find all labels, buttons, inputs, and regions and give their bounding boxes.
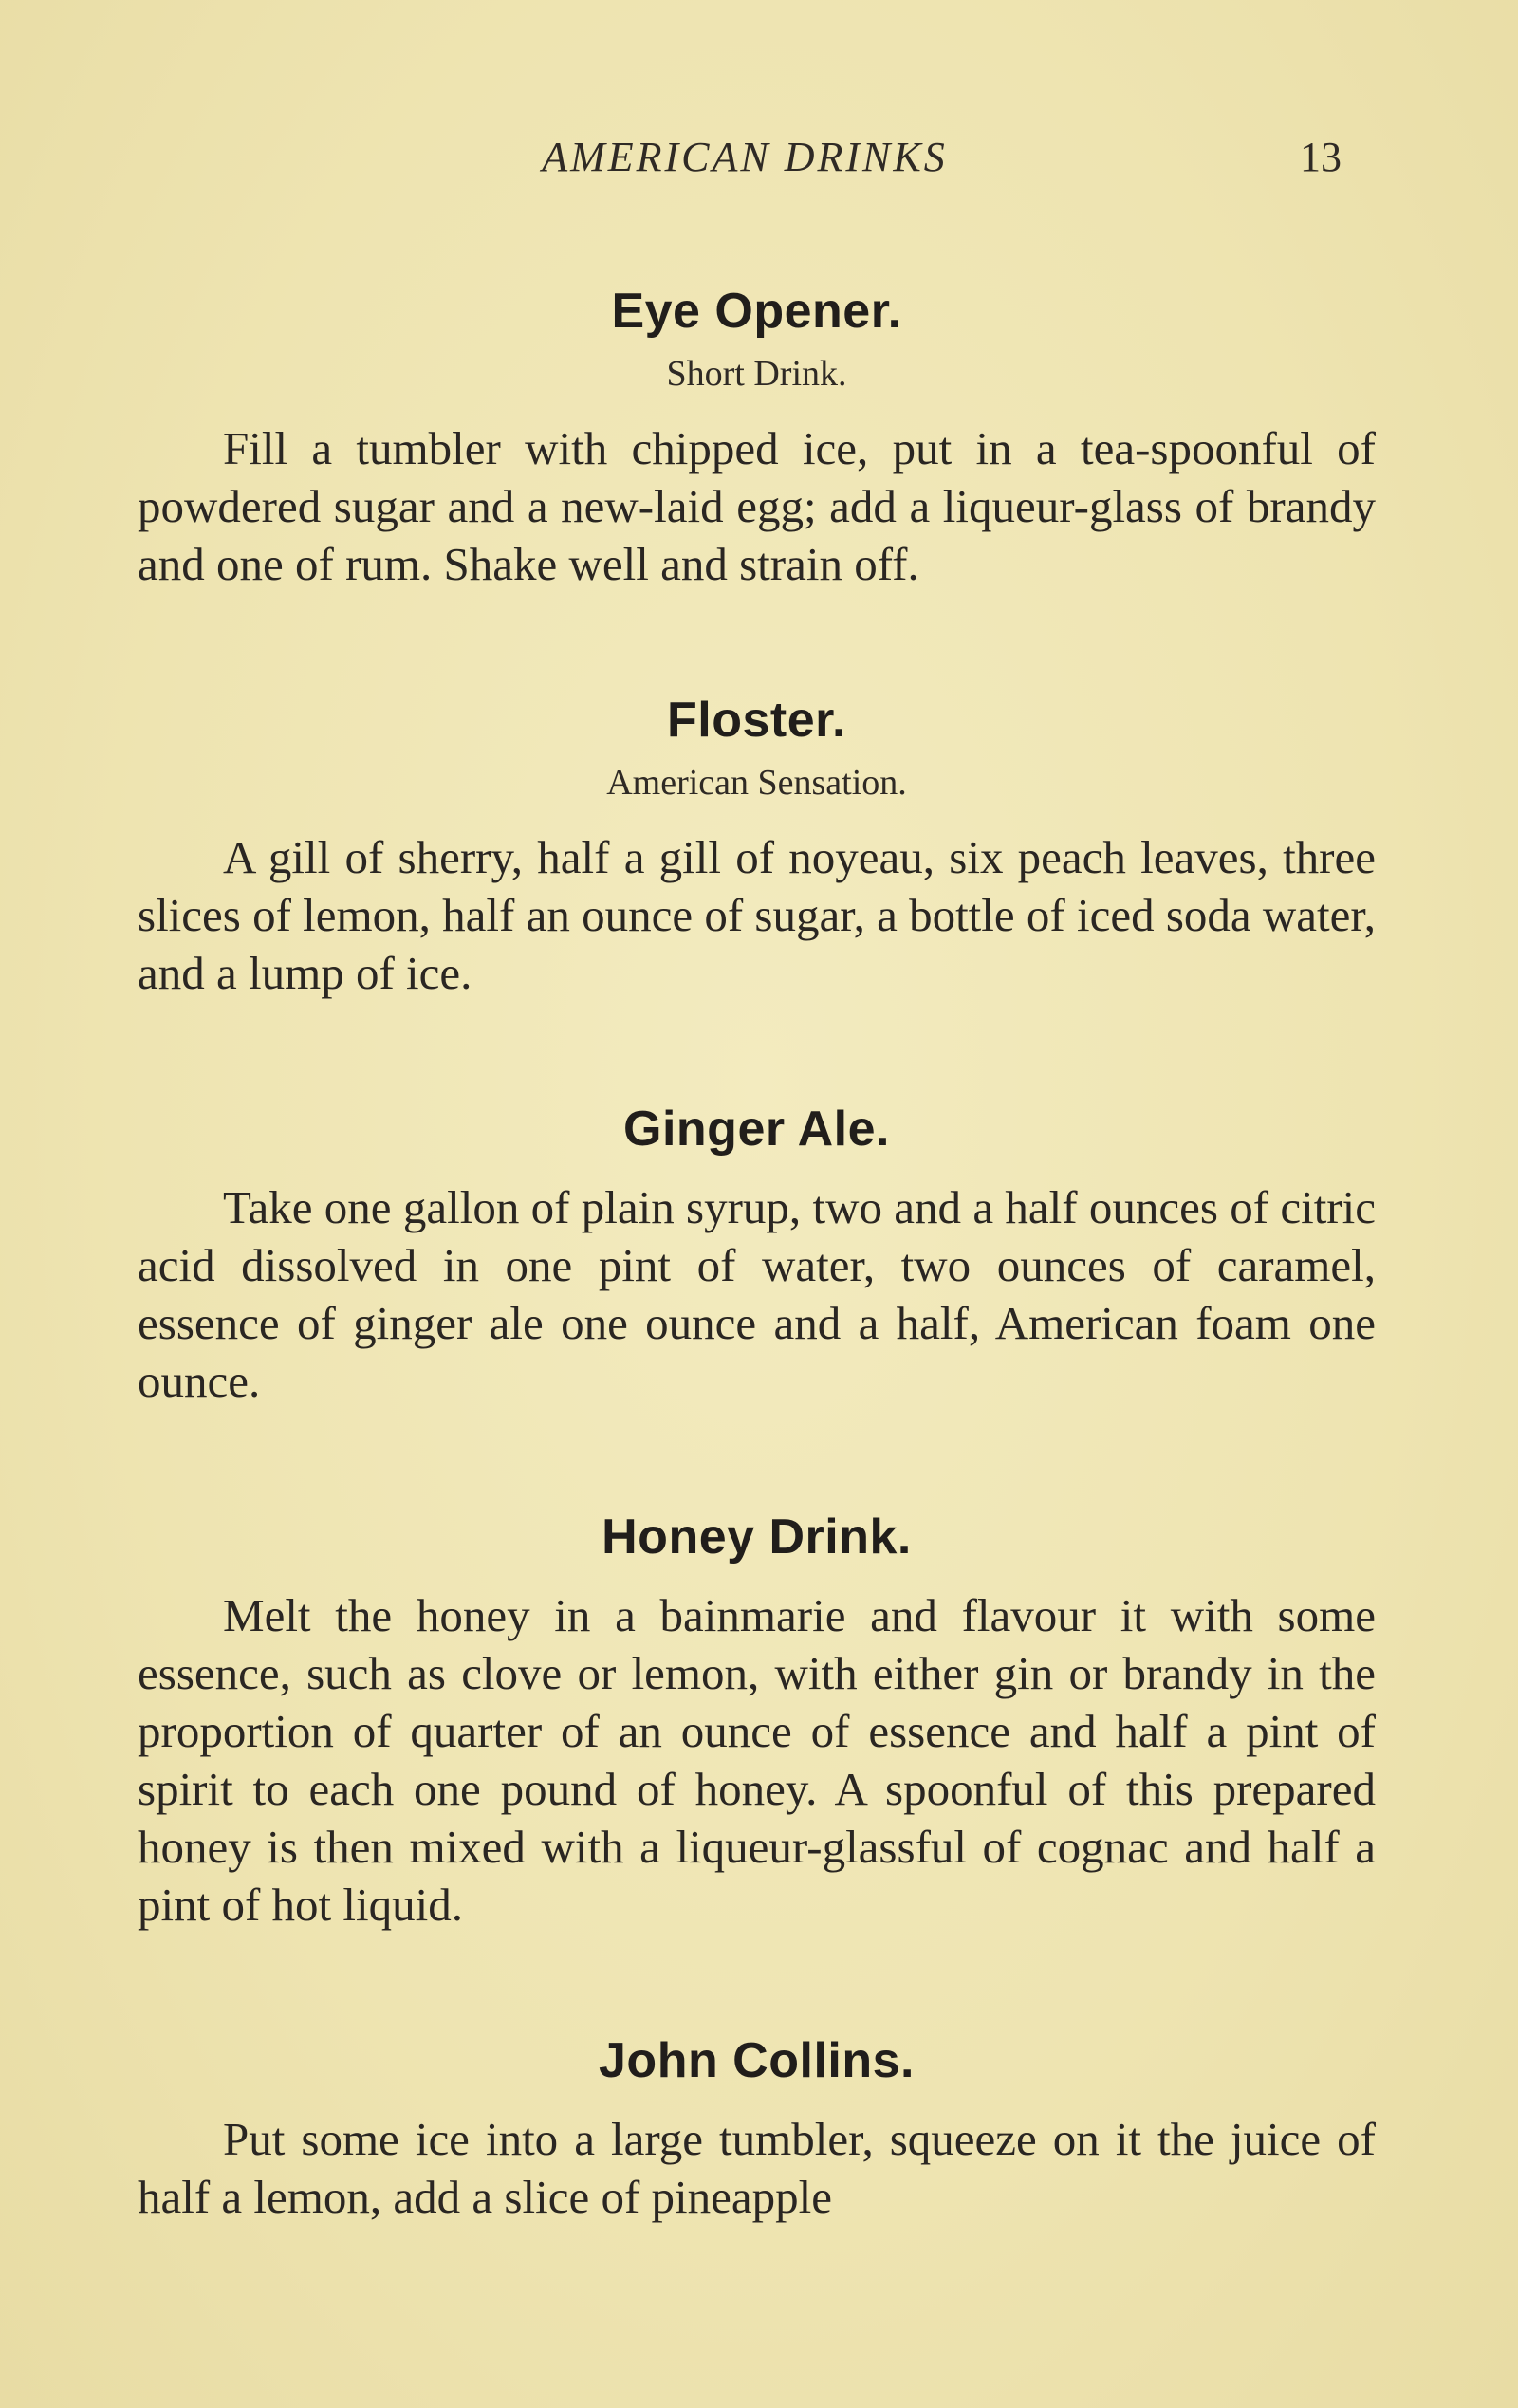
recipe-eye-opener: [138, 275, 1376, 593]
recipe-title: Eye Opener.: [611, 284, 902, 339]
recipe-title: Honey Drink.: [602, 1510, 912, 1565]
recipe-title: Ginger Ale.: [623, 1102, 890, 1157]
recipe-ginger-ale: [138, 1093, 1376, 1410]
recipe-floster: [138, 684, 1376, 1002]
recipe-title: Floster.: [667, 693, 846, 748]
recipe-body: A gill of sherry, half a gill of noyeau, six peach leaves, three slices of lemon, half an ounce of sugar, a bottle of iced soda water, and a lump of ice.: [138, 831, 1377, 999]
running-head: [0, 133, 1518, 190]
recipe-subtitle: Short Drink.: [666, 354, 847, 394]
recipe-title: John Collins.: [599, 2033, 915, 2088]
page-number: 13: [1300, 134, 1342, 180]
page-content: [138, 275, 1376, 2317]
recipe-body: Put some ice into a large tumbler, squeeze on it the juice of half a lemon, add a slice of pineapple: [138, 2113, 1376, 2223]
recipe-subtitle: American Sensation.: [606, 763, 907, 803]
recipe-body: Fill a tumbler with chipped ice, put in a tea-spoonful of powdered sugar and a new-laid egg; add a liqueur-glass of brandy and one of rum. Shake well and strain off.: [138, 422, 1376, 590]
recipe-body: Take one gallon of plain syrup, two and a half ounces of citric acid dissolved in one pint of water, two ounces of caramel, essence of ginger ale one ounce and a half, American foam one ounce.: [138, 1181, 1376, 1407]
recipe-john-collins: [138, 2025, 1376, 2226]
recipe-body: Melt the honey in a bainmarie and flavour it with some essence, such as clove or lemon, with either gin or brandy in the proportion of quarter of an ounce of essence and half a pint of spirit to each one pound of honey. A spoonful of this prepared honey is then mixed with a liqueur-glassful of cognac and half a pint of hot liquid.: [138, 1589, 1376, 1931]
recipe-honey-drink: [138, 1501, 1376, 1934]
running-title: AMERICAN DRINKS: [542, 134, 948, 180]
